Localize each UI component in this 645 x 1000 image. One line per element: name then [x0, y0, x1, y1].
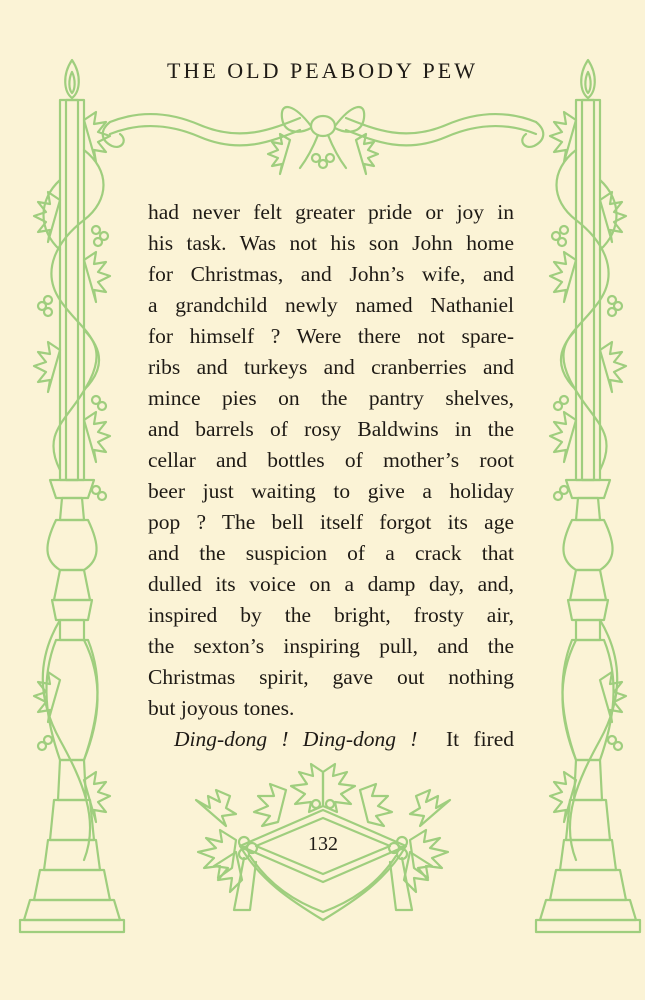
page-number: 132	[308, 833, 338, 855]
text-line: beer just waiting to give a holiday	[148, 479, 514, 503]
text-line: ribs and turkeys and cranberries and	[148, 355, 514, 379]
left-candle-flame-icon	[65, 60, 79, 98]
text-line: dulled its voice on a damp day, and,	[148, 572, 514, 596]
text-line: his task. Was not his son John home	[148, 231, 514, 255]
text-line-last	[148, 724, 514, 755]
text-line: but joyous tones.	[148, 696, 295, 720]
left-candle-icon	[20, 100, 124, 932]
text-line: and the suspicion of a crack that	[148, 541, 514, 565]
text-line: the sexton’s inspiring pull, and the	[148, 634, 514, 658]
text-line: inspired by the bright, frosty air,	[148, 603, 514, 627]
text-line: a grandchild newly named Nathaniel	[148, 293, 514, 317]
text-line: and barrels of rosy Baldwins in the	[148, 417, 514, 441]
text-line: Christmas spirit, gave out nothing	[148, 665, 514, 689]
text-line: for Christmas, and John’s wife, and	[148, 262, 514, 286]
running-title: THE OLD PEABODY PEW	[167, 58, 478, 83]
right-candle-flame-icon	[581, 60, 595, 98]
ribbon-bow-icon	[103, 107, 544, 174]
text-line: pop ? The bell itself forgot its age	[148, 510, 514, 534]
italic-phrase: Ding-dong ! Ding-dong !	[174, 727, 418, 751]
body-text	[148, 197, 514, 755]
right-candle-icon	[536, 100, 640, 932]
text-fragment: It fired	[446, 727, 515, 751]
text-line: for himself ? Were there not spare-	[148, 324, 514, 348]
text-line: cellar and bottles of mother’s root	[148, 448, 514, 472]
text-line: had never felt greater pride or joy in	[148, 200, 514, 224]
text-line: mince pies on the pantry shelves,	[148, 386, 514, 410]
